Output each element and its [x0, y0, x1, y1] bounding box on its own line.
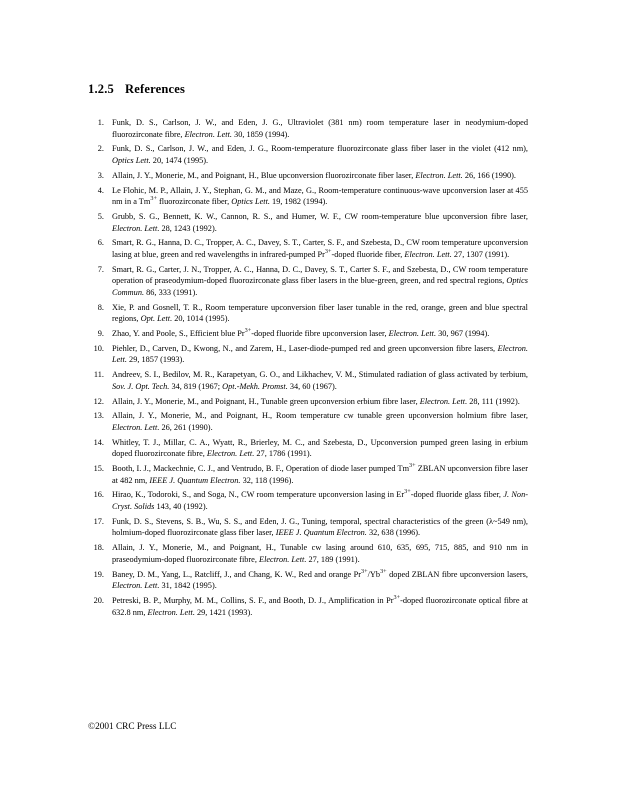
reference-item: [88, 237, 528, 260]
section-number: 1.2.5: [88, 82, 114, 96]
reference-number: 11.: [93, 370, 104, 380]
reference-item: [88, 595, 528, 618]
reference-number: 17.: [93, 516, 104, 526]
reference-text: Xie, P. and Gosnell, T. R., Room temperature upconversion fiber laser tunable in the red, orange, green and blue spectral regions, Opt. Lett. 20, 1014 (1995).: [112, 302, 528, 324]
reference-number: 8.: [97, 302, 104, 312]
reference-text: Smart, R. G., Hanna, D. C., Tropper, A. C., Davey, S. T., Carter, S. F., and Szebesta, D., CW room temperature upconversion lasing at blue, green and red wavelengths in infrared-pumped $Pr^{3+}$-doped fluoride fiber, Electron. Lett. 27, 1307 (1991).: [112, 238, 528, 259]
reference-text: Zhao, Y. and Poole, S., Efficient blue $Pr^{3+}$-doped fluoride fibre upconversion laser, Electron. Lett. 30, 967 (1994).: [112, 327, 490, 338]
reference-item: [88, 264, 528, 299]
reference-item: [88, 143, 528, 166]
reference-number: 3.: [97, 170, 104, 180]
reference-text: Baney, D. M., Yang, L., Ratcliff, J., and Chang, K. W., Red and orange $Pr^{3+}/Yb^{3+}$ doped ZBLAN fibre upconversion lasers, Electron. Lett. 31, 1842 (1995).: [112, 567, 528, 591]
reference-number: 10.: [93, 343, 104, 353]
reference-item: [88, 569, 528, 592]
reference-number: 15.: [93, 464, 104, 474]
reference-text: Allain, J. Y., Monerie, M., and Poignant, H., Tunable green upconversion erbium fibre laser, Electron. Lett. 28, 111 (1992).: [112, 396, 520, 406]
reference-number: 5.: [97, 211, 104, 221]
reference-item: [88, 396, 528, 408]
reference-number: 16.: [93, 490, 104, 500]
reference-item: [88, 211, 528, 234]
reference-item: [88, 185, 528, 208]
reference-text: Booth, I. J., Mackechnie, C. J., and Ventrudo, B. F., Operation of diode laser pumped $Tm^{3+}$ ZBLAN upconversion fibre laser at 482 nm, IEEE J. Quantum Electron. 32, 118 (1996).: [112, 462, 528, 485]
reference-number: 13.: [93, 411, 104, 421]
reference-number: 20.: [93, 595, 104, 605]
reference-text: Funk, D. S., Carlson, J. W., and Eden, J. G., Ultraviolet (381 nm) room temperature laser in neodymium-doped fluorozirconate fibre, Electron. Lett. 30, 1859 (1994).: [112, 118, 528, 139]
reference-number: 12.: [93, 396, 104, 406]
reference-number: 1.: [97, 118, 104, 127]
reference-item: [88, 463, 528, 486]
reference-number: 14.: [93, 437, 104, 447]
reference-item: [88, 489, 528, 512]
reference-text: Allain, J. Y., Monerie, M., and Poignant, H., Blue upconversion fluorozirconate fiber laser, Electron. Lett. 26, 166 (1990).: [112, 170, 516, 180]
reference-number: 7.: [97, 264, 104, 274]
reference-item: [88, 302, 528, 325]
reference-number: 9.: [97, 329, 104, 338]
reference-number: 19.: [93, 569, 104, 579]
reference-item: [88, 516, 528, 539]
reference-number: 4.: [97, 185, 104, 195]
reference-text: Allain, J. Y., Monerie, M., and Poignant, H., Tunable cw lasing around 610, 635, 695, 715, 885, and 910 nm in praseodymium-doped fluorozirconate fibre, Electron. Lett. 27, 189 (1991).: [112, 543, 528, 564]
reference-item: [88, 410, 528, 433]
reference-text: Petreski, B. P., Murphy, M. M., Collins, S. F., and Booth, D. J., Amplification in $Pr^{3+}$-doped fluorozirconate optical fibre at 632.8 nm, Electron. Lett. 29, 1421 (1993).: [112, 594, 528, 617]
copyright-footer: ©2001 CRC Press LLC: [88, 722, 177, 732]
reference-item: [88, 437, 528, 460]
reference-item: [88, 170, 528, 182]
reference-item: [88, 542, 528, 565]
reference-item: [88, 117, 528, 140]
reference-number: 18.: [93, 543, 104, 553]
reference-text: Piehler, D., Carven, D., Kwong, N., and Zarem, H., Laser-diode-pumped red and green upconversion fibre lasers, Electron. Lett. 29, 1857 (1993).: [112, 343, 528, 365]
reference-text: Funk, D. S., Carlson, J. W., and Eden, J. G., Room-temperature fluorozirconate glass fiber laser in the violet (412 nm), Optics Lett. 20, 1474 (1995).: [112, 144, 528, 165]
reference-text: Whitley, T. J., Millar, C. A., Wyatt, R., Brierley, M. C., and Szebesta, D., Upconversion pumped green lasing in erbium doped fluorozirconate fibre, Electron. Lett. 27, 1786 (1991).: [112, 437, 528, 459]
reference-text: Funk, D. S., Stevens, S. B., Wu, S. S., and Eden, J. G., Tuning, temporal, spectral characteristics of the green (λ~549 nm), holmium-doped fluorozirconate glass fiber laser, IEEE J. Quantum Electron. 32, 638 (1996).: [112, 516, 528, 538]
reference-number: 6.: [97, 238, 104, 248]
reference-text: Allain, J. Y., Monerie, M., and Poignant, H., Room temperature cw tunable green upconversion holmium fibre laser, Electron. Lett. 26, 261 (1990).: [112, 411, 528, 432]
reference-text: Smart, R. G., Carter, J. N., Tropper, A. C., Hanna, D. C., Davey, S. T., Carter S. F., and Szebesta, D., CW room temperature operation of praseodymium-doped fluorozirconate glass fiber lasers in the blue-green, green, and red spectral regions, Optics Commun. 86, 333 (1991).: [112, 264, 528, 297]
reference-text: Andreev, S. I., Bedilov, M. R., Karapetyan, G. O., and Likhachev, V. M., Stimulated radiation of glass activated by terbium, Sov. J. Opt. Tech. 34, 819 (1967; Opt.-Mekh. Promst. 34, 60 (1967).: [112, 370, 528, 391]
reference-text: Grubb, S. G., Bennett, K. W., Cannon, R. S., and Humer, W. F., CW room-temperature blue upconversion fibre laser, Electron. Lett. 28, 1243 (1992).: [112, 211, 528, 233]
reference-text: Hirao, K., Todoroki, S., and Soga, N., CW room temperature upconversion lasing in $Er^{3+}$-doped fluoride glass fiber, J. Non-Cryst. Solids 143, 40 (1992).: [112, 488, 528, 512]
reference-item: [88, 343, 528, 366]
reference-list: [88, 117, 528, 618]
reference-item: [88, 369, 528, 392]
reference-number: 2.: [97, 144, 104, 154]
page-content: [88, 82, 528, 621]
reference-text: Le Flohic, M. P., Allain, J. Y., Stephan, G. M., and Maze, G., Room-temperature continuous-wave upconversion laser at 455 nm in a $Tm^{3+}$ fluorozirconate fiber, Optics Lett. 19, 1982 (1994).: [112, 185, 528, 207]
page-title: [88, 82, 528, 97]
reference-item: [88, 328, 528, 340]
section-title-text: References: [125, 82, 186, 96]
